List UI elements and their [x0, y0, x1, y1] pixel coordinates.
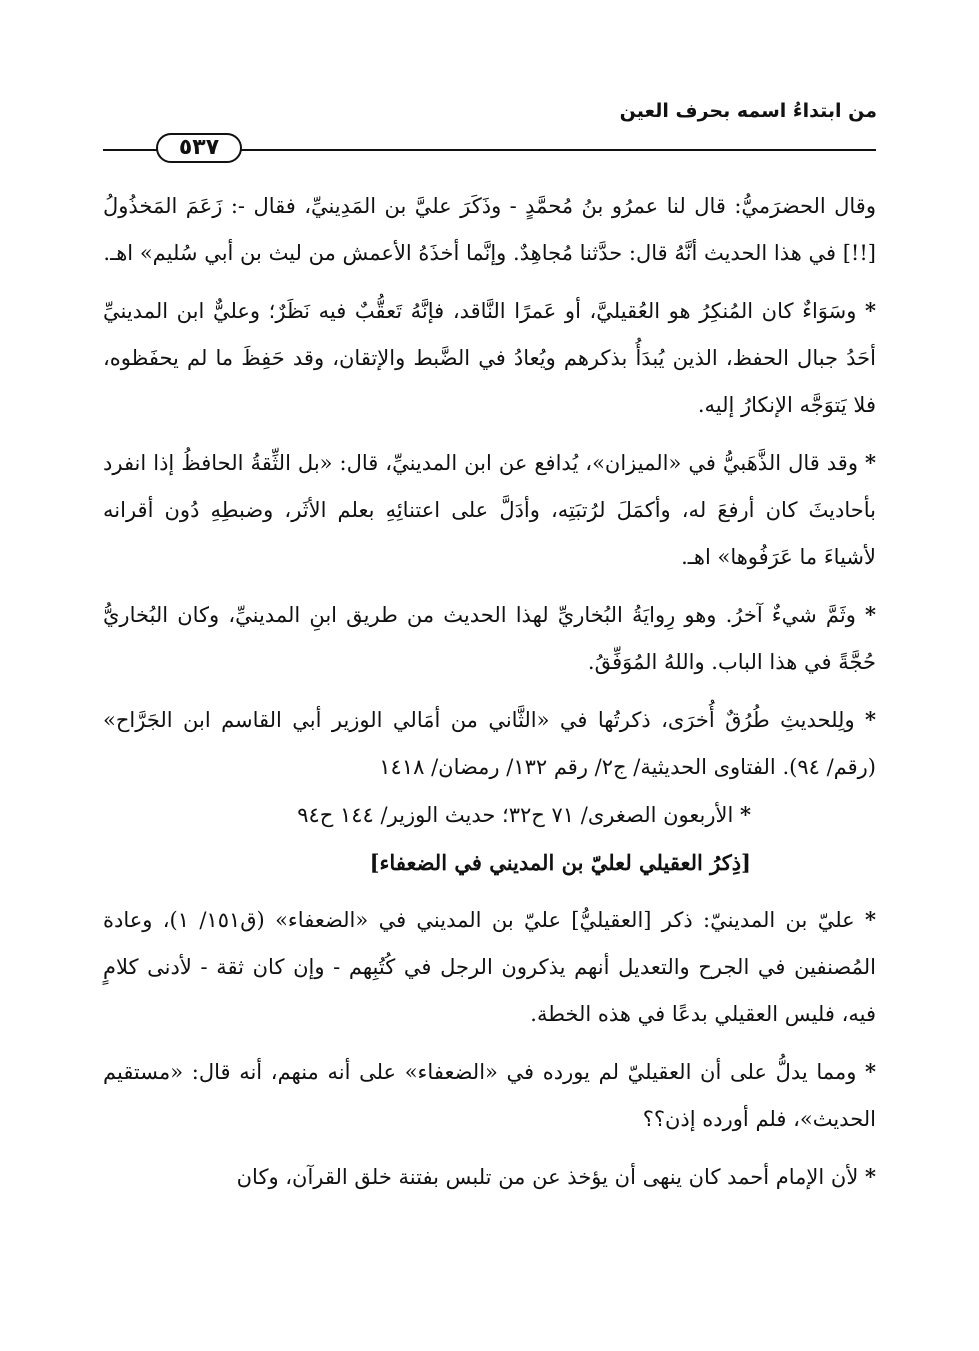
paragraph-text: وقال الحضرَميُّ: قال لنا عمرُو بنُ مُحمَّدٍ - وذَكَرَ عليَّ بن المَدِينيِّ، فقال -: زَعَمَ المَخذُولُ [!!] في هذا الحديث أنَّهُ قال: حدَّثنا مُجاهِدٌ. وإنَّما أخذَهُ الأعمش من ليث بن أبي سُليم» اهـ. — [103, 194, 876, 265]
paragraph-text: وسَوَاءٌ كان المُنكِرُ هو العُقيليَّ، أو عَمرًا النَّاقد، فإنَّهُ تَعقُّبٌ فيه نَظَرٌ؛ وعليٌّ ابن المدينيِّ أحَدُ جبال الحفظ، الذين يُبدَأُ بذكرهم ويُعادُ في الضَّبط والإتقان، وقد حَفِظَ ما لم يحفَظوه، فلا يَتوَجَّه الإنكارُ إليه. — [103, 299, 876, 417]
running-title: من ابتداءُ اسمه بحرف العين — [619, 100, 877, 122]
paragraph — [103, 696, 876, 791]
paragraph — [103, 439, 876, 581]
star-marker: * — [865, 1164, 876, 1189]
paragraph — [103, 183, 876, 277]
star-marker: * — [865, 298, 876, 323]
page-body — [103, 183, 876, 1201]
paragraph-text: ومما يدلُّ على أن العقيليّ لم يورده في «الضعفاء» على أنه منهم، أنه قال: «مستقيم الحديث»، فلم أورده إذن؟؟ — [103, 1060, 876, 1131]
page-number-badge: ٥٣٧ — [156, 133, 242, 163]
paragraph — [103, 1153, 876, 1201]
paragraph-text: وقد قال الذَّهَبيُّ في «الميزان»، يُدافع عن ابن المدينيِّ، قال: «بل الثِّقةُ الحافظُ إذا انفرد بأحاديثَ كان أرفعَ له، وأكمَلَ لرُتبَتِه، وأدَلَّ على اعتنائِهِ بعلم الأثَر، وضبطِهِ دُون أقرانه لأشياءَ ما عَرَفُوها» اهـ. — [103, 451, 876, 569]
star-marker: * — [865, 907, 876, 932]
star-marker: * — [865, 1059, 876, 1084]
paragraph — [103, 287, 876, 429]
paragraph — [103, 896, 876, 1038]
star-marker: * — [865, 707, 876, 732]
paragraph — [103, 1048, 876, 1143]
section-heading-text: [ذِكرُ العقيلي لعليّ بن المديني في الضعفاء] — [369, 850, 751, 875]
reference-line — [103, 791, 876, 839]
reference-text: الأربعون الصغرى/ ٧١ ح٣٢؛ حديث الوزير/ ١٤٤ ح٩٤ — [297, 803, 734, 827]
paragraph-text: ولِلحديثِ طُرُقٌ أُخرَى، ذكرتُها في «الثَّاني من أمَالي الوزير أبي القاسم ابن الجَرَّاح» (رقم/ ٩٤). الفتاوى الحديثية/ ج٢/ رقم ١٣٢/ رمضان/ ١٤١٨ — [103, 708, 876, 779]
paragraph-text: لأن الإمام أحمد كان ينهى أن يؤخذ عن من تلبس بفتنة خلق القرآن، وكان — [236, 1165, 859, 1189]
star-marker: * — [865, 450, 876, 475]
paragraph-text: وثَمَّ شيءٌ آخرُ. وهو رِوايَةُ البُخاريِّ لهذا الحديث من طريق ابنِ المدينيِّ، وكان البُخاريُّ حُجَّةً في هذا الباب. واللهُ المُوَفِّقُ. — [103, 603, 876, 674]
star-marker: * — [740, 802, 751, 827]
paragraph — [103, 591, 876, 686]
section-heading — [103, 839, 876, 886]
paragraph-text: عليّ بن المدينيّ: ذكر [العقيليُّ] عليّ بن المديني في «الضعفاء» (ق١٥١/ ١)، وعادة المُصنفين في الجرح والتعديل أنهم يذكرون الرجل في كُتُبِهم - وإن كان ثقة - لأدنى كلامٍ فيه، فليس العقيلي بدعًا في هذه الخطة. — [103, 908, 876, 1026]
star-marker: * — [865, 602, 876, 627]
